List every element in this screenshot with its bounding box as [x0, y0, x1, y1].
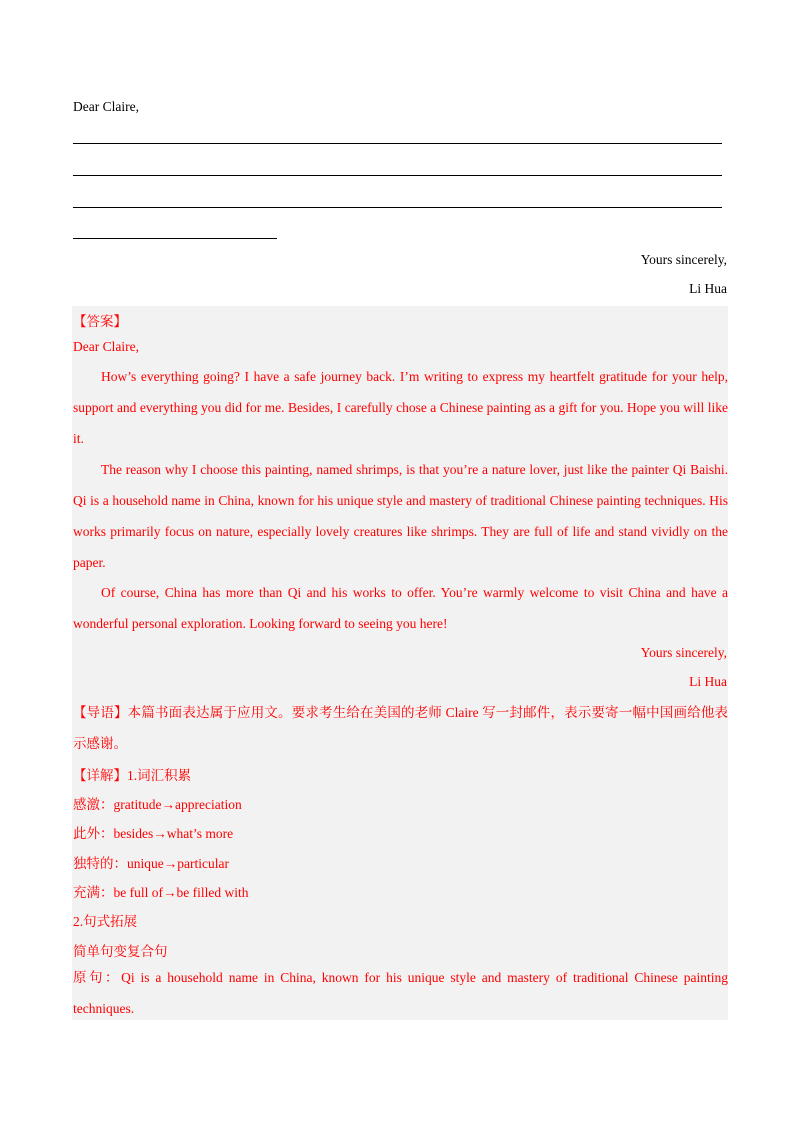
writing-line [73, 143, 722, 144]
original-sentence: 原句：Qi is a household name in China, known for his unique style and mastery of traditional Chinese painting techniques. [73, 970, 728, 1016]
answer-signature: Li Hua [689, 674, 727, 689]
writing-line [73, 175, 722, 176]
answer-paragraph-2: The reason why I choose this painting, named shrimps, is that you’re a nature lover, just like the painter Qi Baishi. Qi is a household name in China, known for his unique style and mastery of traditional Chinese painting techniques. His works primarily focus on nature, especially lovely creatures like shrimps. They are full of life and stand vividly on the paper. [73, 462, 728, 570]
vocab-item: 独特的：unique→particular [73, 856, 229, 871]
writing-line [73, 207, 722, 208]
guide-text: 【导语】本篇书面表达属于应用文。要求考生给在美国的老师 Claire 写一封邮件，表示要寄一幅中国画给他表示感谢。 [73, 705, 728, 751]
section-2-heading: 2.句式拓展 [73, 914, 138, 929]
vocab-item: 此外：besides→what’s more [73, 826, 234, 841]
vocab-item: 感激：gratitude→appreciation [73, 797, 242, 812]
answer-paragraph-1: How’s everything going? I have a safe journey back. I’m writing to express my heartfelt gratitude for your help, support and everything you did for me. Besides, I carefully chose a Chinese painting as a gift for you. Hope you will like it. [73, 369, 728, 446]
answer-label: 【答案】 [73, 314, 127, 329]
letter-salutation: Dear Claire, [73, 99, 139, 114]
letter-closing: Yours sincerely, [640, 252, 727, 267]
writing-line-short [73, 238, 277, 239]
answer-paragraph-3: Of course, China has more than Qi and his works to offer. You’re warmly welcome to visit China and have a wonderful personal exploration. Looking forward to seeing you here! [73, 585, 728, 631]
letter-signature: Li Hua [689, 281, 727, 296]
details-heading: 【详解】1.词汇积累 [73, 768, 192, 783]
vocab-item: 充满：be full of→be filled with [73, 885, 249, 900]
section-2-subheading: 简单句变复合句 [73, 944, 168, 959]
answer-closing: Yours sincerely, [640, 645, 727, 660]
answer-salutation: Dear Claire, [73, 339, 139, 354]
